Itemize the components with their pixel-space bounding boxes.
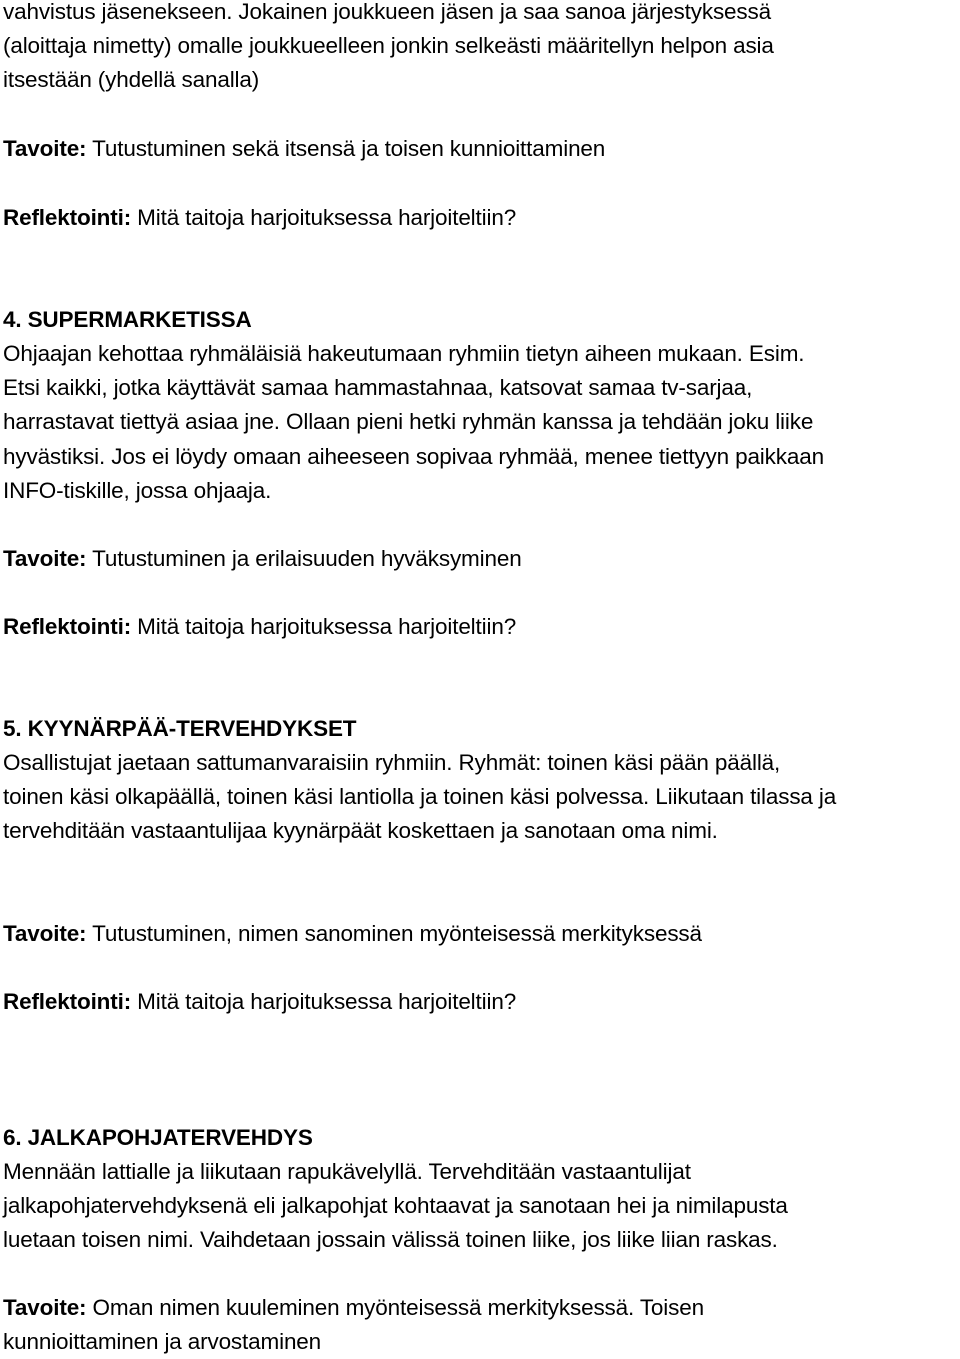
paragraph-line: INFO-tiskille, jossa ohjaaja. <box>3 478 272 503</box>
reflection-label: Reflektointi: <box>3 989 132 1014</box>
section-title: KYYNÄRPÄÄ-TERVEHDYKSET <box>21 716 357 741</box>
reflection-text: Mitä taitoja harjoituksessa harjoiteltiin? <box>131 989 517 1014</box>
paragraph-line: tervehditään vastaantulijaa kyynärpäät koskettaen ja sanotaan oma nimi. <box>3 818 718 843</box>
section-heading <box>3 1121 313 1155</box>
reflection-label: Reflektointi: <box>3 205 132 230</box>
paragraph-line: toinen käsi olkapäällä, toinen käsi lantiolla ja toinen käsi polvessa. Liikutaan tilassa ja <box>3 784 837 809</box>
section-title: JALKAPOHJATERVEHDYS <box>21 1125 313 1150</box>
paragraph-line: harrastavat tiettyä asiaa jne. Ollaan pieni hetki ryhmän kanssa ja tehdään joku liike <box>3 409 814 434</box>
reflection-label: Reflektointi: <box>3 614 132 639</box>
goal-text: Oman nimen kuuleminen myönteisessä merkityksessä. Toisen <box>86 1295 704 1320</box>
section-number: 5. <box>3 716 22 741</box>
paragraph-line: Mennään lattialle ja liikutaan rapukävelyllä. Tervehditään vastaantulijat <box>3 1159 691 1184</box>
reflection-line <box>3 985 516 1019</box>
paragraph-line: jalkapohjatervehdyksenä eli jalkapohjat kohtaavat ja sanotaan hei ja nimilapusta <box>3 1193 788 1218</box>
goal-text: Tutustuminen ja erilaisuuden hyväksyminen <box>86 546 522 571</box>
paragraph-line: itsestään (yhdellä sanalla) <box>3 67 260 92</box>
paragraph-line: Osallistujat jaetaan sattumanvaraisiin ryhmiin. Ryhmät: toinen käsi pään päällä, <box>3 750 781 775</box>
paragraph-line: (aloittaja nimetty) omalle joukkueelleen jonkin selkeästi määritellyn helpon asia <box>3 33 774 58</box>
section-number: 6. <box>3 1125 22 1150</box>
section-title: SUPERMARKETISSA <box>21 307 252 332</box>
goal-label: Tavoite: <box>3 546 87 571</box>
reflection-text: Mitä taitoja harjoituksessa harjoiteltiin? <box>131 205 517 230</box>
section-number: 4. <box>3 307 22 332</box>
goal-text: Tutustuminen sekä itsensä ja toisen kunnioittaminen <box>86 136 606 161</box>
goal-line-continued: kunnioittaminen ja arvostaminen <box>3 1329 322 1354</box>
paragraph-line: Ohjaajan kehottaa ryhmäläisiä hakeutumaan ryhmiin tietyn aiheen mukaan. Esim. <box>3 341 805 366</box>
goal-label: Tavoite: <box>3 921 87 946</box>
reflection-line <box>3 201 516 235</box>
paragraph-line: hyvästiksi. Jos ei löydy omaan aiheeseen sopivaa ryhmää, menee tiettyyn paikkaan <box>3 444 824 469</box>
goal-label: Tavoite: <box>3 1295 87 1320</box>
section-heading <box>3 712 356 746</box>
paragraph-line: luetaan toisen nimi. Vaihdetaan jossain välissä toinen liike, jos liike liian raskas. <box>3 1227 778 1252</box>
goal-label: Tavoite: <box>3 136 87 161</box>
paragraph-line: Etsi kaikki, jotka käyttävät samaa hammastahnaa, katsovat samaa tv-sarjaa, <box>3 375 753 400</box>
goal-text: Tutustuminen, nimen sanominen myönteisessä merkityksessä <box>86 921 702 946</box>
goal-line <box>3 917 702 951</box>
reflection-text: Mitä taitoja harjoituksessa harjoiteltiin? <box>131 614 517 639</box>
reflection-line <box>3 610 516 644</box>
goal-line <box>3 132 605 166</box>
goal-line <box>3 542 522 576</box>
paragraph-line: vahvistus jäsenekseen. Jokainen joukkueen jäsen ja saa sanoa järjestyksessä <box>3 0 771 24</box>
goal-line <box>3 1291 704 1325</box>
section-heading <box>3 303 252 337</box>
